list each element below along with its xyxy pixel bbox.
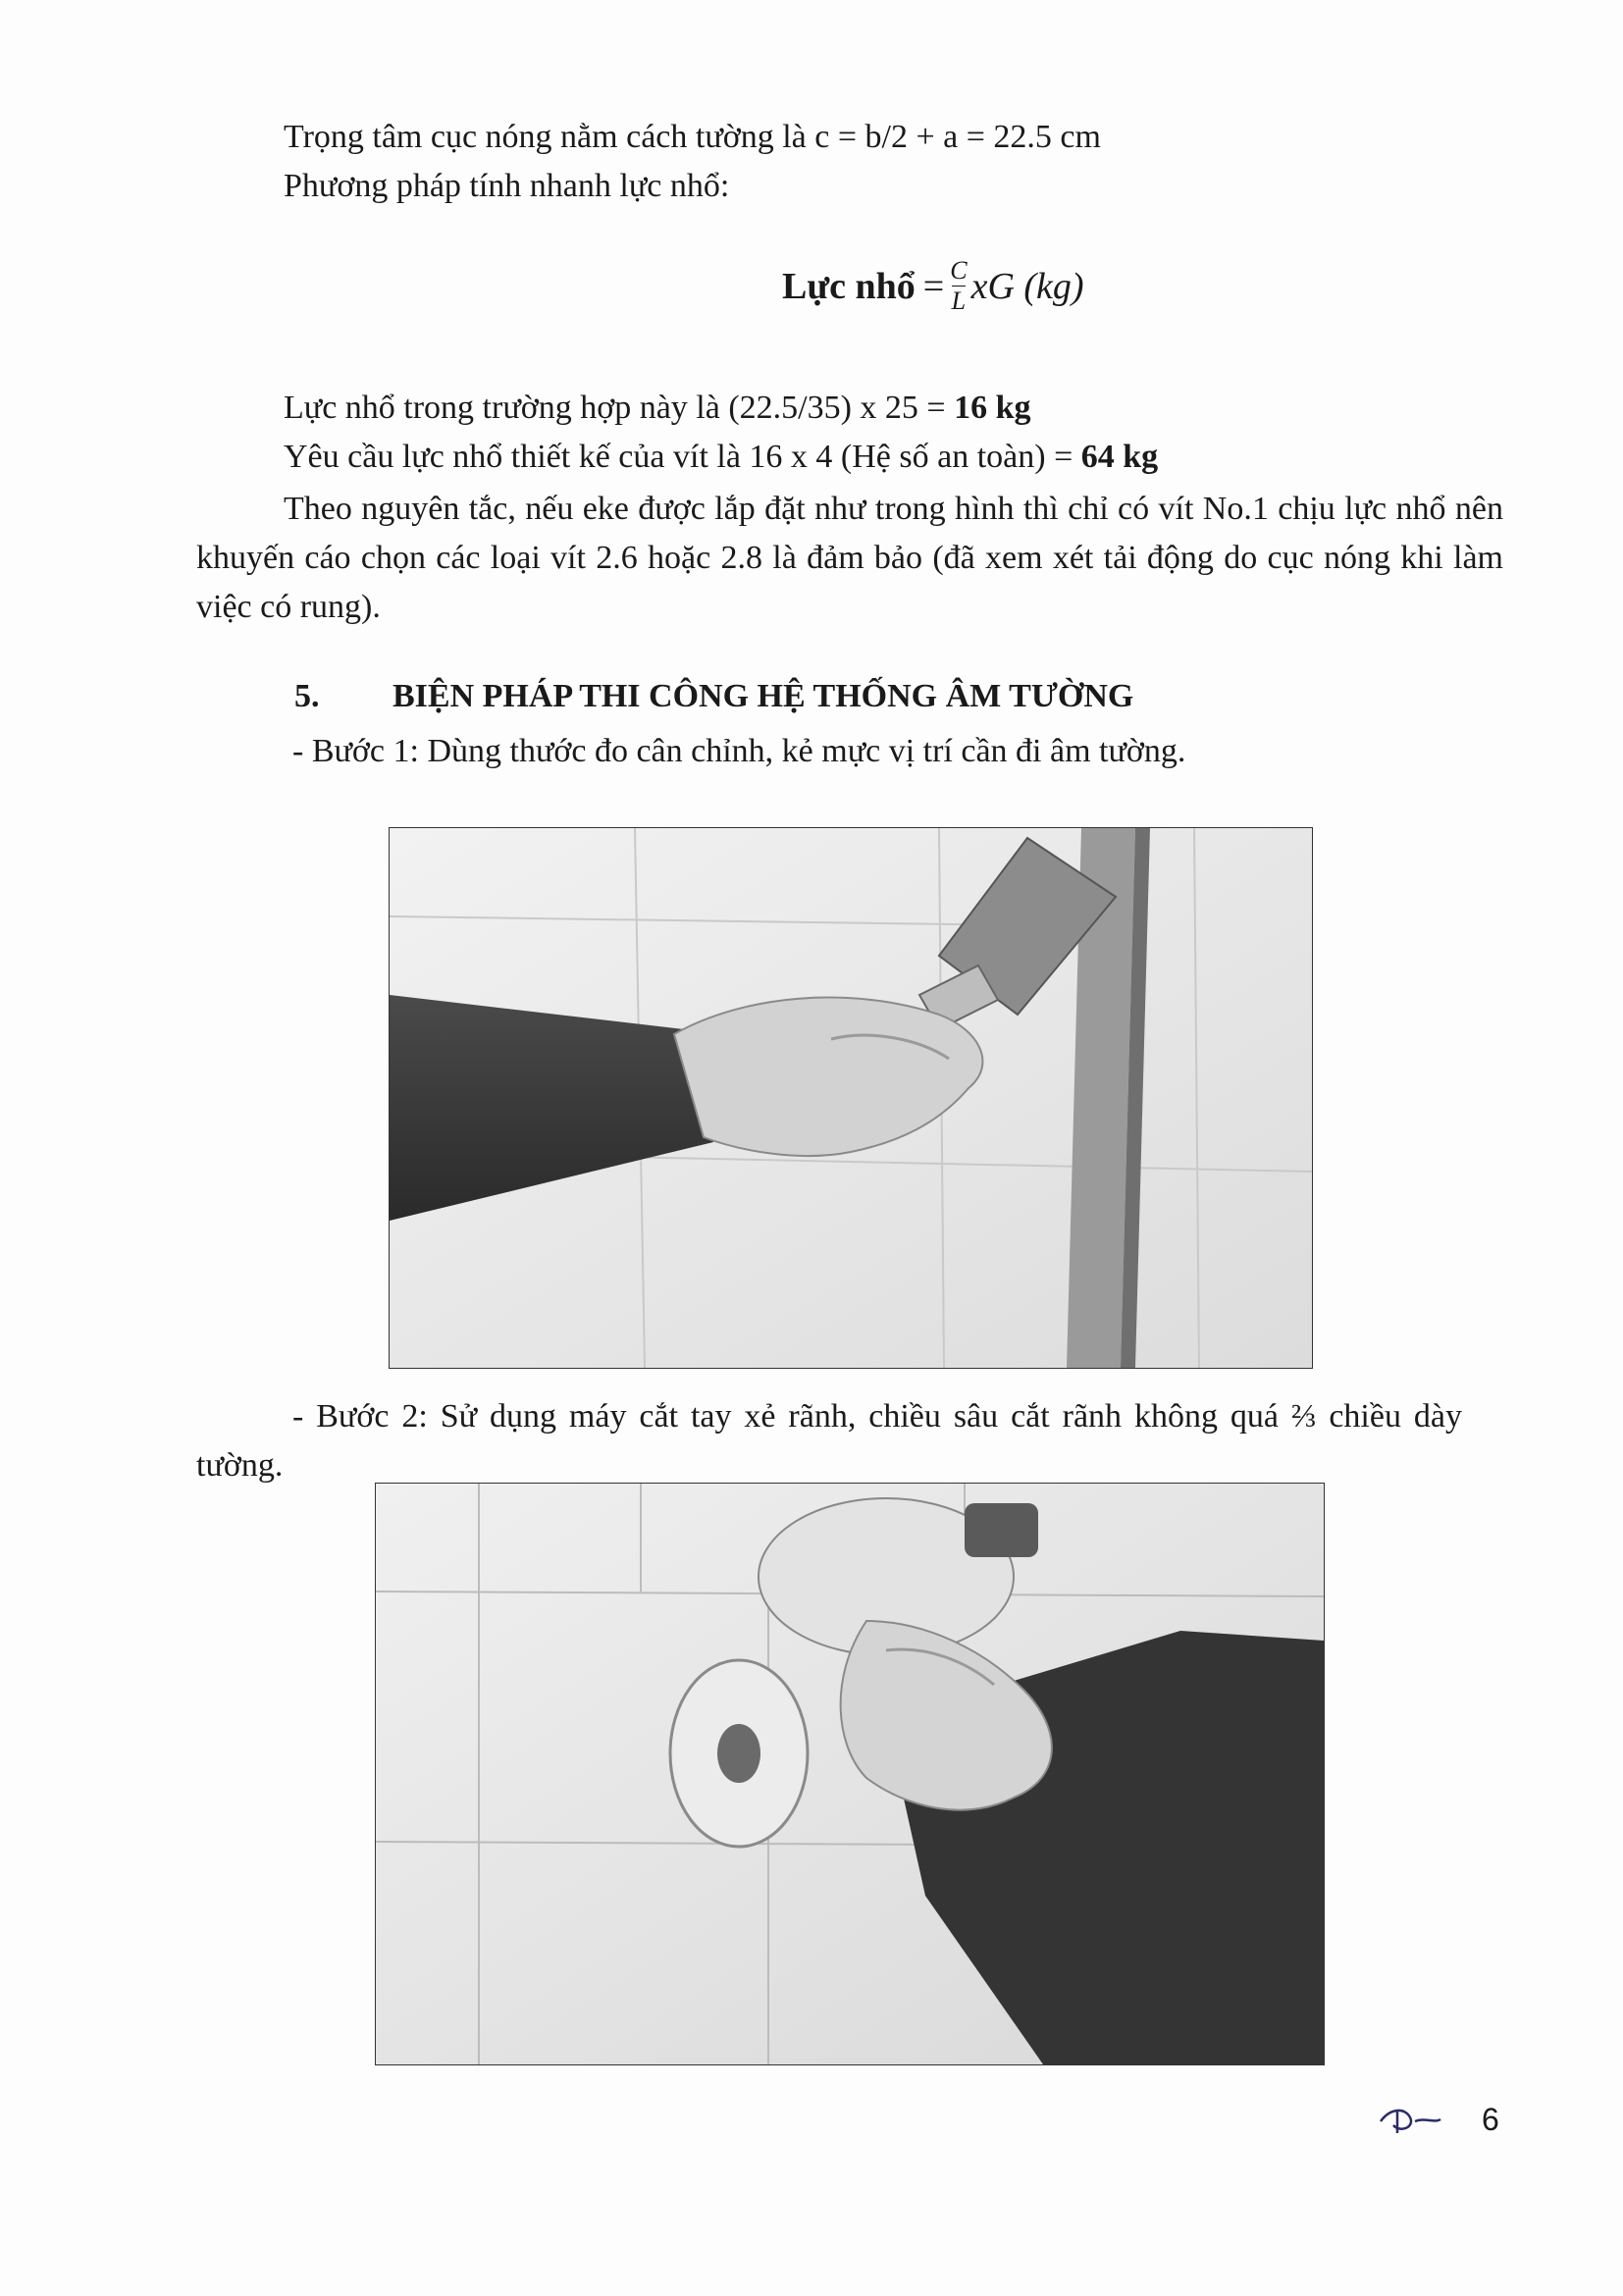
formula-denominator: L (951, 287, 967, 315)
formula-rhs: xG (kg) (970, 265, 1084, 307)
step-1-text: - Bước 1: Dùng thước đo cân chỉnh, kẻ mực vị trí cần đi âm tường. (292, 733, 1186, 769)
pullout-force-result (284, 387, 1031, 430)
section-number: 5. (294, 678, 320, 714)
photo-marking-wall-illustration (390, 828, 1312, 1368)
photo-cutting-groove (375, 1483, 1325, 2065)
formula-fraction (950, 257, 967, 315)
pullout-force-formula (782, 257, 1084, 315)
method-intro-line: Phương pháp tính nhanh lực nhổ: (284, 168, 730, 204)
principle-paragraph: Theo nguyên tắc, nếu eke được lắp đặt như trong hình thì chỉ có vít No.1 chịu lực nhổ nên khuyến cáo chọn các loại vít 2.6 hoặc 2.8 là đảm bảo (đã xem xét tải động do cục nóng khi làm việc có rung). (196, 491, 1503, 625)
requirement-value: 64 kg (1080, 439, 1159, 475)
formula-numerator: C (950, 256, 968, 285)
page-number: 6 (1482, 2102, 1499, 2137)
step-2-paragraph: - Bước 2: Sử dụng máy cắt tay xẻ rãnh, chiều sâu cắt rãnh không quá ⅔ chiều dày tường. (196, 1398, 1462, 1484)
signature-mark (1376, 2100, 1444, 2139)
section-title: BIỆN PHÁP THI CÔNG HỆ THỐNG ÂM TƯỜNG (393, 678, 1134, 714)
design-force-requirement (284, 436, 1158, 479)
result-value: 16 kg (954, 390, 1031, 426)
photo-marking-wall (389, 827, 1313, 1369)
result-text: Lực nhổ trong trường hợp này là (22.5/35) x 25 = (284, 390, 955, 426)
requirement-text: Yêu cầu lực nhổ thiết kế của vít là 16 x 4 (Hệ số an toàn) = (284, 439, 1081, 475)
formula-lhs: Lực nhổ (782, 265, 916, 307)
center-of-mass-line: Trọng tâm cục nóng nằm cách tường là c = b/2 + a = 22.5 cm (284, 119, 1101, 155)
section-heading (294, 675, 1133, 718)
photo-cutting-groove-illustration (376, 1484, 1324, 2064)
formula-equals: = (922, 265, 945, 307)
